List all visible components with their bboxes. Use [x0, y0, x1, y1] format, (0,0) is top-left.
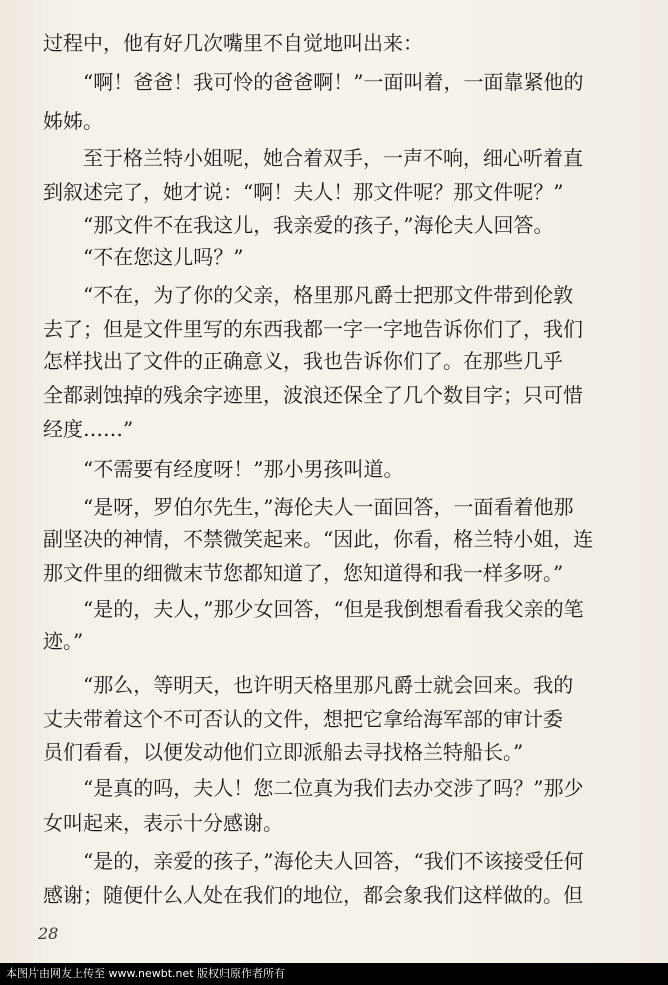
- text-line: 那文件里的细微末节您都知道了，您知道得和我一样多呀。”: [43, 561, 564, 585]
- text-line: 丈夫带着这个不可否认的文件，想把它拿给海军部的审计委: [43, 707, 563, 731]
- page-number: 28: [38, 924, 59, 943]
- text-line: “是真的吗，夫人！您二位真为我们去办交涉了吗？”那少: [43, 776, 584, 800]
- text-line: 去了；但是文件里写的东西我都一字一字地告诉你们了，我们: [43, 317, 583, 341]
- text-line: 姊姊。: [43, 109, 103, 133]
- text-line: “不在，为了你的父亲，格里那凡爵士把那文件带到伦敦: [43, 283, 574, 307]
- text-line: 感谢；随便什么人处在我们的地位，都会象我们这样做的。但: [43, 883, 583, 907]
- text-line: 过程中，他有好几次嘴里不自觉地叫出来：: [43, 31, 423, 55]
- text-line: “是的，夫人，”那少女回答，“但是我倒想看看我父亲的笔: [43, 597, 584, 621]
- text-line: “那文件不在我这儿，我亲爱的孩子，”海伦夫人回答。: [43, 213, 554, 237]
- text-line: 迹。”: [43, 629, 84, 653]
- text-line: 到叙述完了，她才说：“啊！夫人！那文件呢？那文件呢？”: [43, 180, 564, 204]
- text-line: “不需要有经度呀！”那小男孩叫道。: [43, 457, 404, 481]
- text-line: 全都剥蚀掉的残余字迹里，波浪还保全了几个数目字；只可惜: [43, 383, 583, 407]
- text-line: “那么，等明天，也许明天格里那凡爵士就会回来。我的: [43, 673, 574, 697]
- text-line: 怎样找出了文件的正确意义，我也告诉你们了。在那些几乎: [43, 349, 563, 373]
- text-line: 至于格兰特小姐呢，她合着双手，一声不响，细心听着直: [43, 146, 583, 170]
- text-line: 副坚决的神情，不禁微笑起来。“因此，你看，格兰特小姐，连: [43, 527, 594, 551]
- text-line: “是的，亲爱的孩子，”海伦夫人回答，“我们不该接受任何: [43, 849, 584, 873]
- watermark-footer: 本图片由网友上传至 www.newbt.net 版权归原作者所有: [0, 963, 668, 985]
- text-line: “是呀，罗伯尔先生，”海伦夫人一面回答，一面看着他那: [43, 495, 574, 519]
- text-line: 员们看看，以便发动他们立即派船去寻找格兰特船长。”: [43, 740, 524, 764]
- text-line: 女叫起来，表示十分感谢。: [43, 811, 283, 835]
- text-line: “不在您这儿吗？”: [43, 245, 244, 269]
- text-line: 经度……”: [43, 417, 134, 441]
- text-line: “啊！爸爸！我可怜的爸爸啊！”一面叫着，一面靠紧他的: [43, 70, 584, 94]
